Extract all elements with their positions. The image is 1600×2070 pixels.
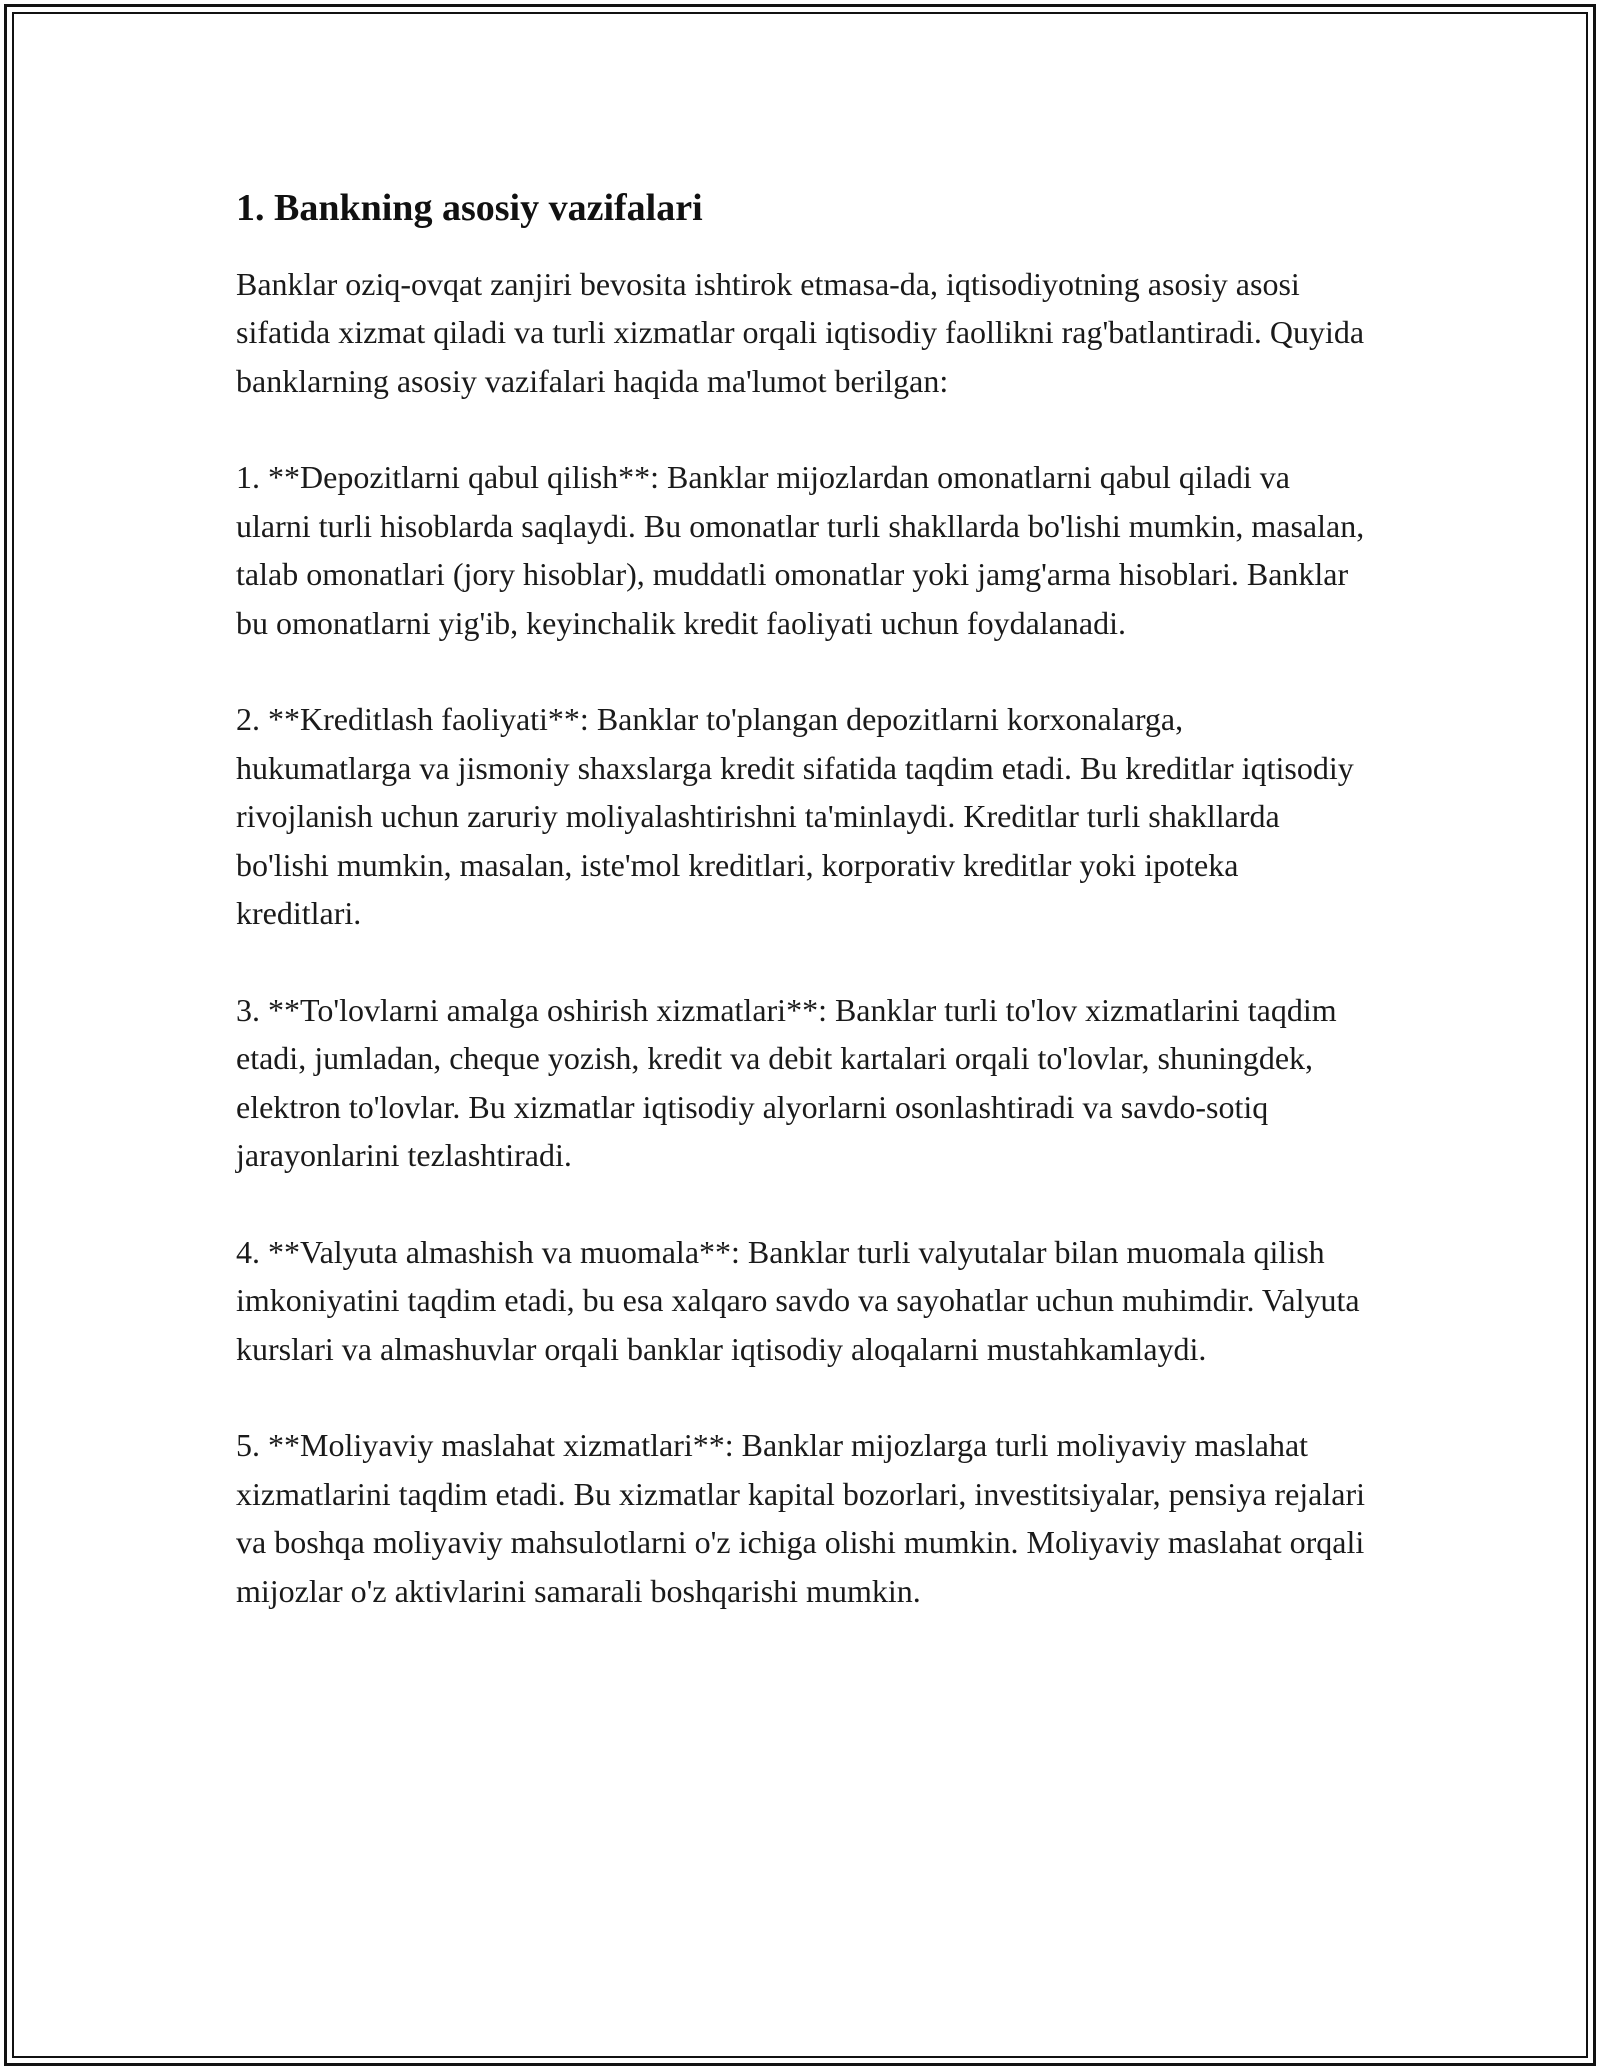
- list-item-deposits: 1. **Depozitlarni qabul qilish**: Banklar mijozlardan omonatlarni qabul qiladi va ularni turli hisoblarda saqlaydi. Bu omonatlar turli shakllarda bo'lishi mumkin, masalan, talab omonatlari (jory hisoblar), muddatli omonatlar yoki jamg'arma hisoblari. Banklar bu omonatlarni yig'ib, keyinchalik kredit faoliyati uchun foydalanadi.: [236, 459, 1365, 641]
- list-item-payments: 3. **To'lovlarni amalga oshirish xizmatlari**: Banklar turli to'lov xizmatlarini taqdim etadi, jumladan, cheque yozish, kredit va debit kartalari orqali to'lovlar, shuningdek, elektron to'lovlar. Bu xizmatlar iqtisodiy alyorlarni osonlashtiradi va savdo-sotiq jarayonlarini tezlashtiradi.: [236, 991, 1337, 1174]
- document-body: [236, 186, 1366, 1663]
- list-item-currency: 4. **Valyuta almashish va muomala**: Banklar turli valyutalar bilan muomala qilish imkoniyatini taqdim etadi, bu esa xalqaro savdo va sayohatlar uchun muhimdir. Valyuta kurslari va almashuvlar orqali banklar iqtisodiy aloqalarni mustahkamlaydi.: [236, 1233, 1360, 1367]
- document-title: 1. Bankning asosiy vazifalari: [236, 187, 703, 229]
- intro-paragraph: Banklar oziq-ovqat zanjiri bevosita ishtirok etmasa-da, iqtisodiyotning asosiy asosi sifatida xizmat qiladi va turli xizmatlar orqali iqtisodiy faollikni rag'batlantiradi. Quyida banklarning asosiy vazifalari haqida ma'lumot berilgan:: [236, 265, 1365, 399]
- list-item-lending: 2. **Kreditlash faoliyati**: Banklar to'plangan depozitlarni korxonalarga, hukumatlarga va jismoniy shaxslarga kredit sifatida taqdim etadi. Bu kreditlar iqtisodiy rivojlanish uchun zaruriy moliyalashtirishni ta'minlaydi. Kreditlar turli shakllarda bo'lishi mumkin, masalan, iste'mol kreditlari, korporativ kreditlar yoki ipoteka kreditlari.: [236, 701, 1354, 932]
- list-item-advisory: 5. **Moliyaviy maslahat xizmatlari**: Banklar mijozlarga turli moliyaviy maslahat xizmatlarini taqdim etadi. Bu xizmatlar kapital bozorlari, investitsiyalar, pensiya rejalari va boshqa moliyaviy mahsulotlarni o'z ichiga olishi mumkin. Moliyaviy maslahat orqali mijozlar o'z aktivlarini samarali boshqarishi mumkin.: [236, 1427, 1365, 1609]
